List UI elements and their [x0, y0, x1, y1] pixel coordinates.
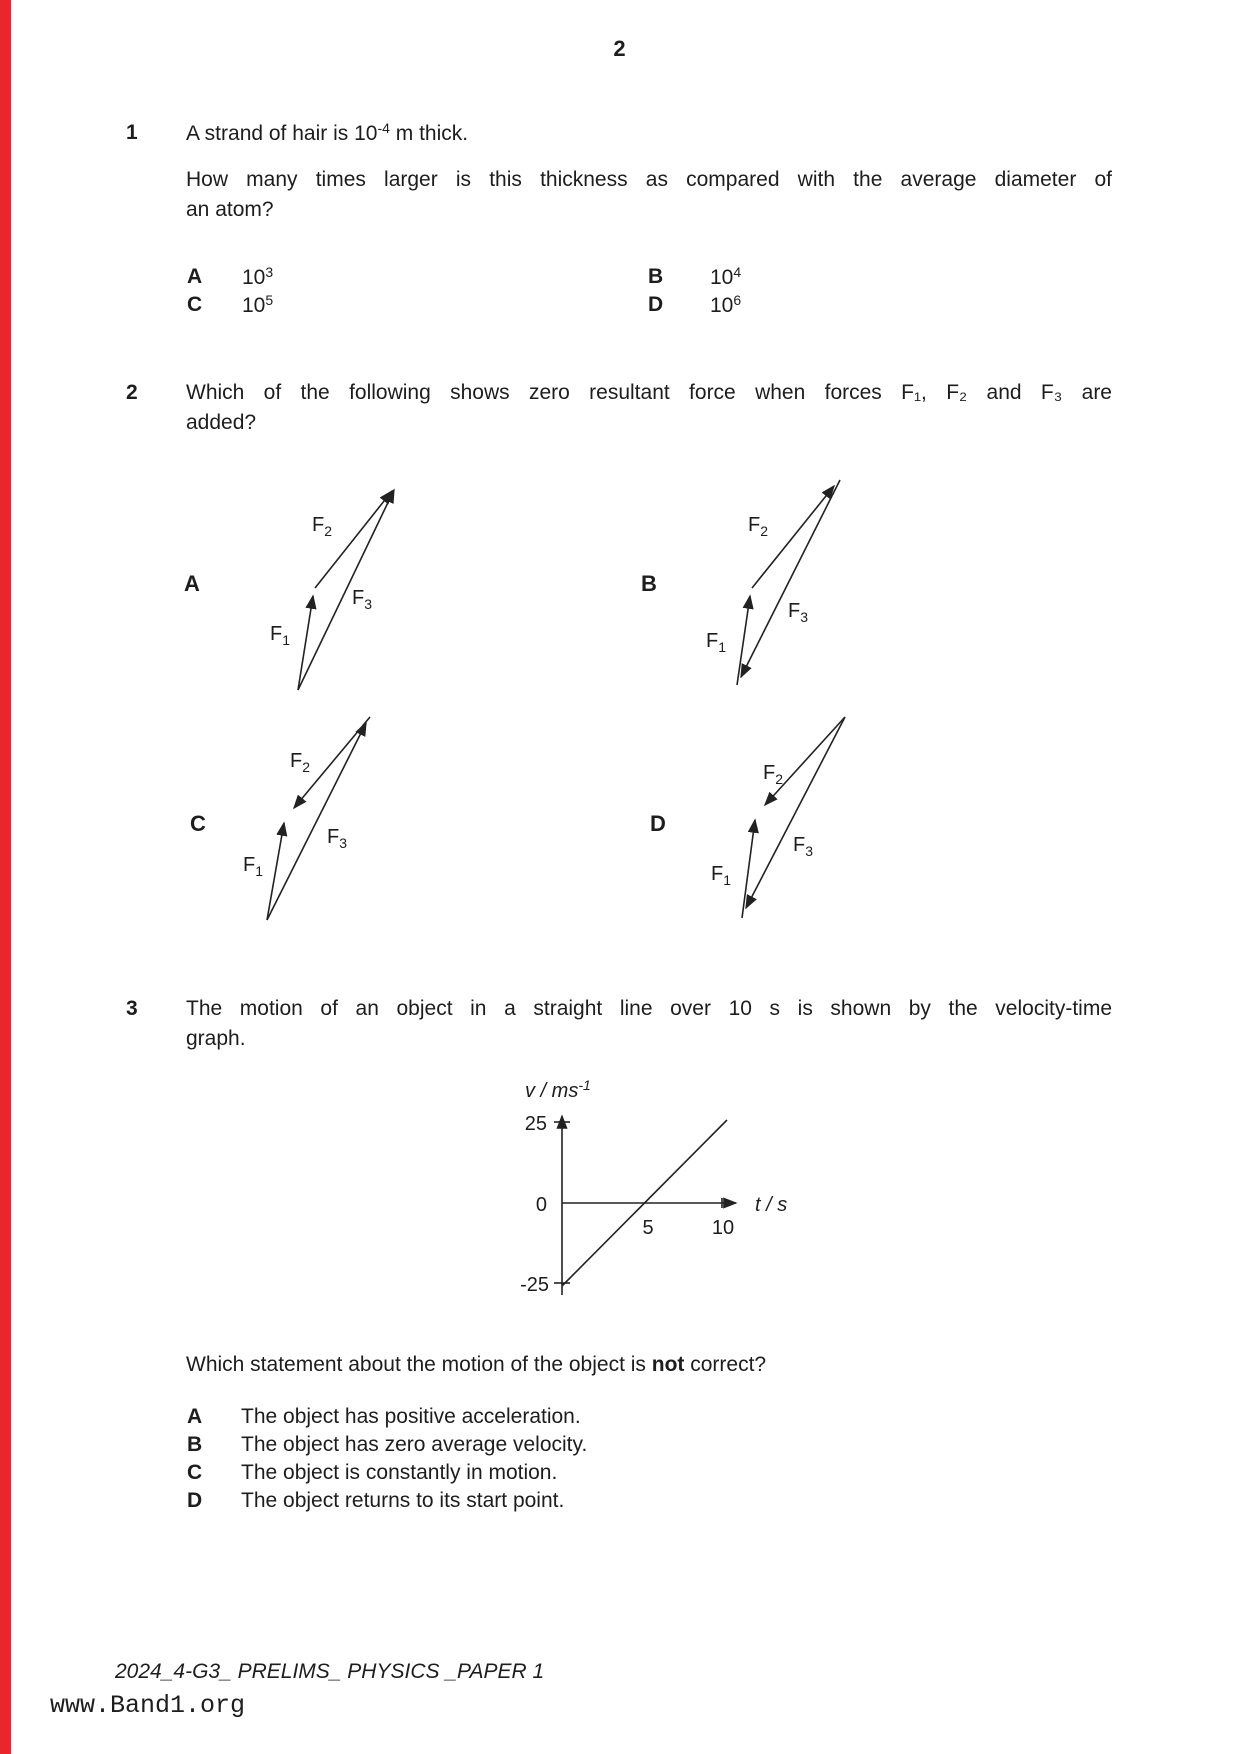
q3-question-post: correct? — [684, 1353, 767, 1376]
q1-option-a-letter: A — [187, 265, 203, 288]
q1-option-a-base: 10 — [242, 266, 266, 289]
q1-option-d-exp: 6 — [733, 292, 742, 308]
graph-x-axis-label: t / s — [755, 1194, 788, 1216]
diagram-b — [641, 480, 840, 685]
q1-option-b-value — [710, 264, 741, 291]
diagram-a-letter: A — [184, 571, 200, 596]
diagram-d-f1-label: $F_1$ — [711, 863, 732, 888]
q1-option-c-exp: 5 — [265, 292, 274, 308]
q3-option-d-letter: D — [187, 1489, 203, 1512]
q1-option-b-base: 10 — [710, 266, 734, 289]
diagram-d-letter: D — [650, 811, 666, 836]
q1-stem — [186, 120, 468, 147]
q3-option-b-letter: B — [187, 1433, 203, 1456]
diagram-d-f2-label: $F_2$ — [763, 762, 784, 787]
q1-option-d-letter: D — [648, 293, 664, 316]
q1-option-a-value — [242, 264, 273, 291]
diagram-d-f3-label: $F_3$ — [793, 834, 814, 859]
q2-text-line2: added? — [186, 411, 257, 434]
q1-option-d-value — [710, 292, 741, 319]
q1-stem-post: m thick. — [389, 122, 469, 145]
q3-option-a-text: The object has positive acceleration. — [241, 1405, 581, 1428]
graph-ytick-label-25: 25 — [524, 1113, 547, 1135]
q2-number: 2 — [126, 381, 138, 404]
diagram-c-vector-f1 — [267, 823, 284, 920]
diagram-c — [190, 717, 370, 920]
diagram-c-f1-label: $F_1$ — [243, 854, 264, 879]
q1-option-d-base: 10 — [710, 294, 734, 317]
diagram-c-f3-label: $F_3$ — [327, 826, 348, 851]
q1-body-line2: an atom? — [186, 198, 274, 221]
diagram-d-vector-f3 — [746, 717, 845, 908]
force-diagrams — [150, 455, 910, 945]
q3-option-b-text: The object has zero average velocity. — [241, 1433, 588, 1456]
graph-ytick-label-0: 0 — [535, 1194, 547, 1216]
diagram-b-f1-label: $F_1$ — [706, 630, 727, 655]
q1-stem-pre: A strand of hair is 10 — [186, 122, 378, 145]
diagram-b-letter: B — [641, 571, 657, 596]
q3-option-c-text: The object is constantly in motion. — [241, 1461, 558, 1484]
diagram-b-vector-f3 — [741, 480, 840, 677]
q3-question — [186, 1352, 766, 1378]
q3-option-d-text: The object returns to its start point. — [241, 1489, 565, 1512]
page-number: 2 — [613, 36, 626, 61]
velocity-time-graph — [450, 1065, 800, 1315]
q1-option-c-letter: C — [187, 293, 203, 316]
q1-number: 1 — [126, 121, 138, 144]
q3-text-line2: graph. — [186, 1027, 246, 1050]
graph-xtick-label-10: 10 — [711, 1217, 735, 1239]
footer-paper-title: 2024_4-G3_ PRELIMS_ PHYSICS _PAPER 1 — [115, 1660, 545, 1683]
diagram-c-f2-label: $F_2$ — [290, 750, 311, 775]
diagram-c-vector-f3 — [267, 723, 366, 920]
diagram-d-vector-f2 — [765, 717, 845, 805]
diagram-a — [184, 490, 394, 690]
graph-xtick-label-5: 5 — [642, 1217, 654, 1239]
left-edge-red-bar — [0, 0, 11, 1754]
graph-y-axis-label: v / $ms^{-1}$ — [525, 1077, 591, 1102]
q3-text-line1: The motion of an object in a straight line over 10 s is shown by the velocity-time — [186, 997, 1112, 1020]
diagram-b-f2-label: $F_2$ — [748, 514, 769, 539]
q1-option-b-exp: 4 — [733, 264, 742, 280]
footer-website: www.Band1.org — [50, 1691, 246, 1720]
q1-option-c-base: 10 — [242, 294, 266, 317]
q3-question-pre: Which statement about the motion of the object is — [186, 1353, 652, 1376]
diagram-c-letter: C — [190, 811, 206, 836]
q2-text-line1: Which of the following shows zero resultant force when forces F₁, F₂ and F₃ are — [186, 381, 1112, 404]
q1-option-c-value — [242, 292, 273, 319]
q1-body-line1: How many times larger is this thickness as compared with the average diameter of — [186, 168, 1112, 191]
diagram-d — [650, 717, 845, 918]
diagram-a-f1-label: $F_1$ — [270, 623, 291, 648]
diagram-a-f3-label: $F_3$ — [352, 587, 373, 612]
q3-number: 3 — [126, 997, 138, 1020]
q3-question-bold: not — [651, 1353, 685, 1376]
graph-ytick-label-neg25: -25 — [520, 1274, 549, 1296]
diagram-a-f2-label: $F_2$ — [312, 514, 333, 539]
q3-option-a-letter: A — [187, 1405, 203, 1428]
q1-option-a-exp: 3 — [265, 264, 274, 280]
q3-option-c-letter: C — [187, 1461, 203, 1484]
diagram-b-f3-label: $F_3$ — [788, 600, 809, 625]
q1-option-b-letter: B — [648, 265, 664, 288]
q1-stem-exponent: -4 — [377, 120, 390, 136]
